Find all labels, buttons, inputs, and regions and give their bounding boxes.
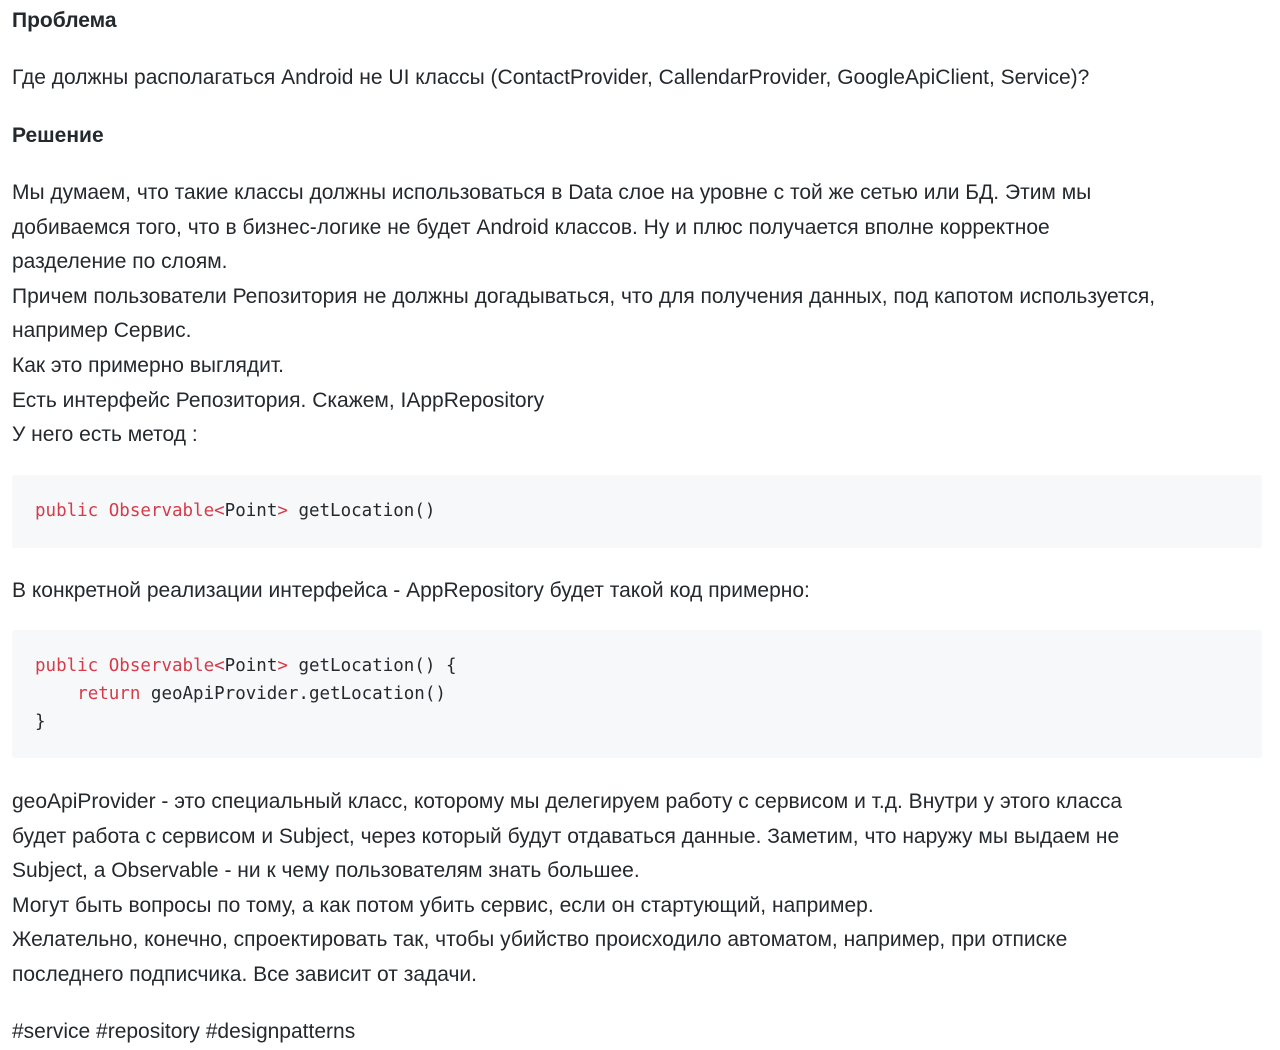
code-return-keyword: return bbox=[77, 684, 141, 704]
explanation-line: Желательно, конечно, спроектировать так, чтобы убийство происходило автоматом, например, при отписке bbox=[12, 928, 1068, 952]
solution-paragraph bbox=[12, 176, 1262, 453]
solution-line: Есть интерфейс Репозитория. Скажем, IAppRepository bbox=[12, 388, 545, 412]
solution-line: Мы думаем, что такие классы должны использоваться в Data слое на уровне с той же сетью или БД. Этим мы bbox=[12, 181, 1092, 204]
code-generic-close: > bbox=[277, 501, 288, 521]
explanation-line: Subject, а Observable - ни к чему пользователям знать большее. bbox=[12, 859, 640, 883]
hashtags[interactable]: #service #repository #designpatterns bbox=[12, 1020, 356, 1043]
code-generic-close: > bbox=[277, 656, 288, 676]
code-close-brace: } bbox=[35, 712, 46, 732]
explanation-line: Могут быть вопросы по тому, а как потом убить сервис, если он стартующий, например. bbox=[12, 893, 874, 917]
solution-line: добиваемся того, что в бизнес-логике не будет Android классов. Ну и плюс получается вполне корректное bbox=[12, 215, 1050, 239]
solution-line: У него есть метод : bbox=[12, 423, 198, 447]
impl-intro: В конкретной реализации интерфейса - AppRepository будет такой код примерно: bbox=[12, 579, 810, 602]
code-method: getLocation() { bbox=[287, 656, 457, 676]
code-keyword: public bbox=[35, 656, 99, 676]
code-return-expression: geoApiProvider.getLocation() bbox=[140, 684, 446, 704]
code-generic-type: Point bbox=[224, 656, 278, 676]
hashtags-block bbox=[12, 1015, 1262, 1050]
code-method: getLocation() bbox=[287, 501, 436, 521]
solution-line: Как это примерно выглядит. bbox=[12, 353, 284, 377]
code-type: Observable bbox=[108, 656, 215, 676]
code-generic-type: Point bbox=[224, 501, 278, 521]
solution-heading-block bbox=[12, 122, 1262, 150]
explanation-line: будет работа с сервисом и Subject, через который будут отдаваться данные. Заметим, что наружу мы выдаем не bbox=[12, 824, 1120, 848]
problem-text-block bbox=[12, 61, 1262, 96]
impl-intro-block bbox=[12, 574, 1262, 609]
solution-line: разделение по слоям. bbox=[12, 250, 228, 274]
explanation-paragraph bbox=[12, 785, 1262, 993]
code-type: Observable bbox=[108, 501, 215, 521]
solution-line: например Сервис. bbox=[12, 319, 192, 343]
code-generic-open: < bbox=[214, 656, 225, 676]
problem-text: Где должны располагаться Android не UI классы (ContactProvider, CallendarProvider, GoogleApiClient, Service)? bbox=[12, 66, 1090, 89]
code-generic-open: < bbox=[214, 501, 225, 521]
problem-heading-block bbox=[12, 7, 1262, 35]
code-block-interface bbox=[12, 475, 1262, 548]
code-indent bbox=[35, 684, 77, 704]
code-block-implementation bbox=[12, 630, 1262, 758]
explanation-line: geoApiProvider - это специальный класс, которому мы делегируем работу с сервисом и т.д. Внутри у этого класса bbox=[12, 790, 1123, 813]
code-keyword: public bbox=[35, 501, 99, 521]
problem-heading: Проблема bbox=[12, 9, 117, 32]
explanation-line: последнего подписчика. Все зависит от задачи. bbox=[12, 962, 477, 986]
solution-line: Причем пользователи Репозитория не должны догадываться, что для получения данных, под капотом используется, bbox=[12, 284, 1156, 308]
solution-heading: Решение bbox=[12, 124, 104, 147]
